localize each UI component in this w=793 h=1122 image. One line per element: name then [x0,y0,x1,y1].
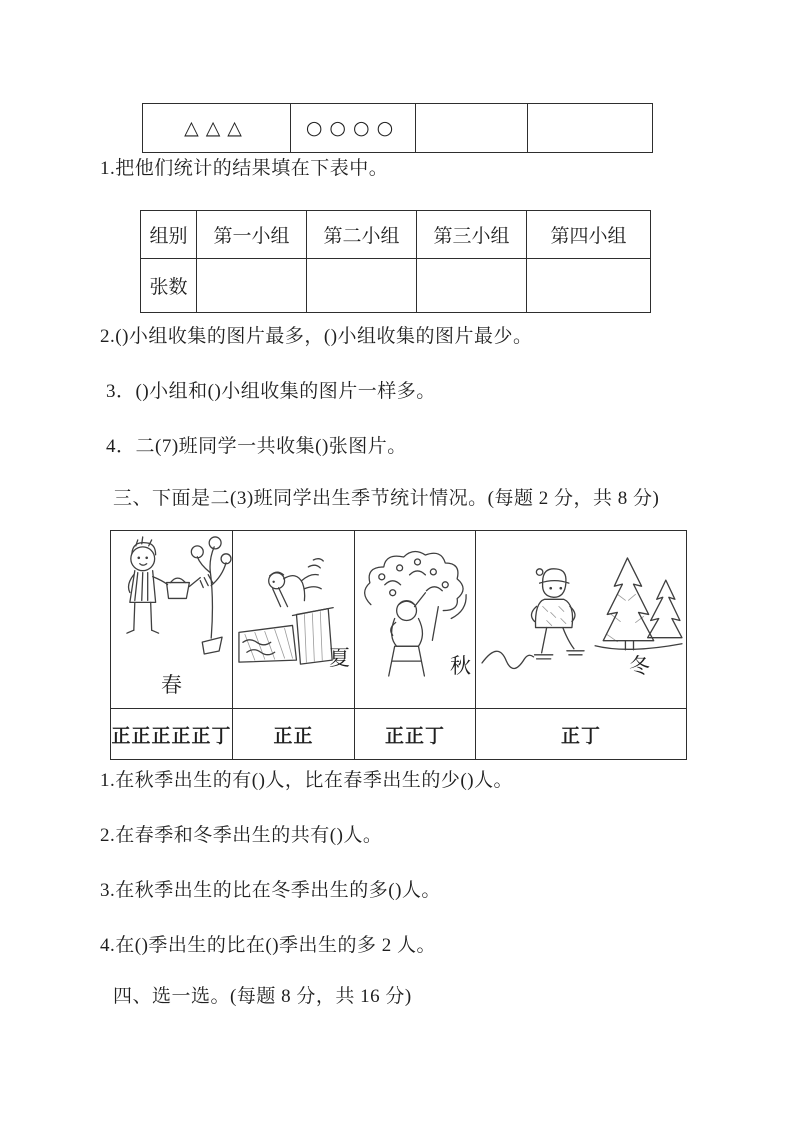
results-header-g4: 第四小组 [527,211,651,259]
section3-question-1: 1.在秋季出生的有()人，比在春季出生的少()人。 [100,770,514,791]
tally-spring: 正正正正正丁 [111,709,233,760]
pictograph-cell-circles: ○○○○ [291,104,416,153]
season-label-winter: 冬 [629,654,650,678]
section3-question-2: 2.在春季和冬季出生的共有()人。 [100,825,383,846]
tally-winter: 正丁 [476,709,687,760]
tally-summer: 正正 [233,709,355,760]
season-cell-autumn [355,531,476,709]
results-row-label: 张数 [141,259,197,313]
section2-question-2: 2.()小组收集的图片最多，()小组收集的图片最少。 [100,326,533,347]
results-header-group: 组别 [141,211,197,259]
pictograph-table [142,103,653,153]
results-table [140,210,651,313]
child-diving-into-river-icon summer-illustration [233,531,354,708]
results-header-g3: 第三小组 [417,211,527,259]
tally-autumn: 正正丁 [355,709,476,760]
season-label-spring: 春 [161,673,182,697]
season-statistics-table [110,530,687,760]
results-answer-cell-3 [417,259,527,313]
season-cell-winter [476,531,687,709]
section3-title: 三、下面是二(3)班同学出生季节统计情况。(每题 2 分，共 8 分) [113,488,660,509]
results-answer-cell-2 [307,259,417,313]
season-cell-summer [233,531,355,709]
section4-title: 四、选一选。(每题 8 分，共 16 分) [113,986,412,1007]
pictograph-cell-empty-1 [416,104,528,153]
season-label-autumn: 秋 [450,654,471,678]
results-answer-cell-4 [527,259,651,313]
pictograph-cell-empty-2 [528,104,653,153]
season-label-summer: 夏 [329,646,350,670]
pictograph-cell-triangles: △△△ [143,104,291,153]
results-header-g2: 第二小组 [307,211,417,259]
section2-question-1: 1.把他们统计的结果填在下表中。 [100,158,389,179]
section2-question-4: 4．二(7)班同学一共收集()张图片。 [106,436,407,457]
child-ice-skating-icon winter-illustration [476,531,686,708]
section3-question-3: 3.在秋季出生的比在冬季出生的多()人。 [100,880,441,901]
results-header-g1: 第一小组 [197,211,307,259]
results-answer-cell-1 [197,259,307,313]
section3-question-4: 4.在()季出生的比在()季出生的多 2 人。 [100,935,437,956]
section2-question-3: 3．()小组和()小组收集的图片一样多。 [106,381,436,402]
child-picking-fruit-icon autumn-illustration [355,531,475,708]
season-cell-spring [111,531,233,709]
